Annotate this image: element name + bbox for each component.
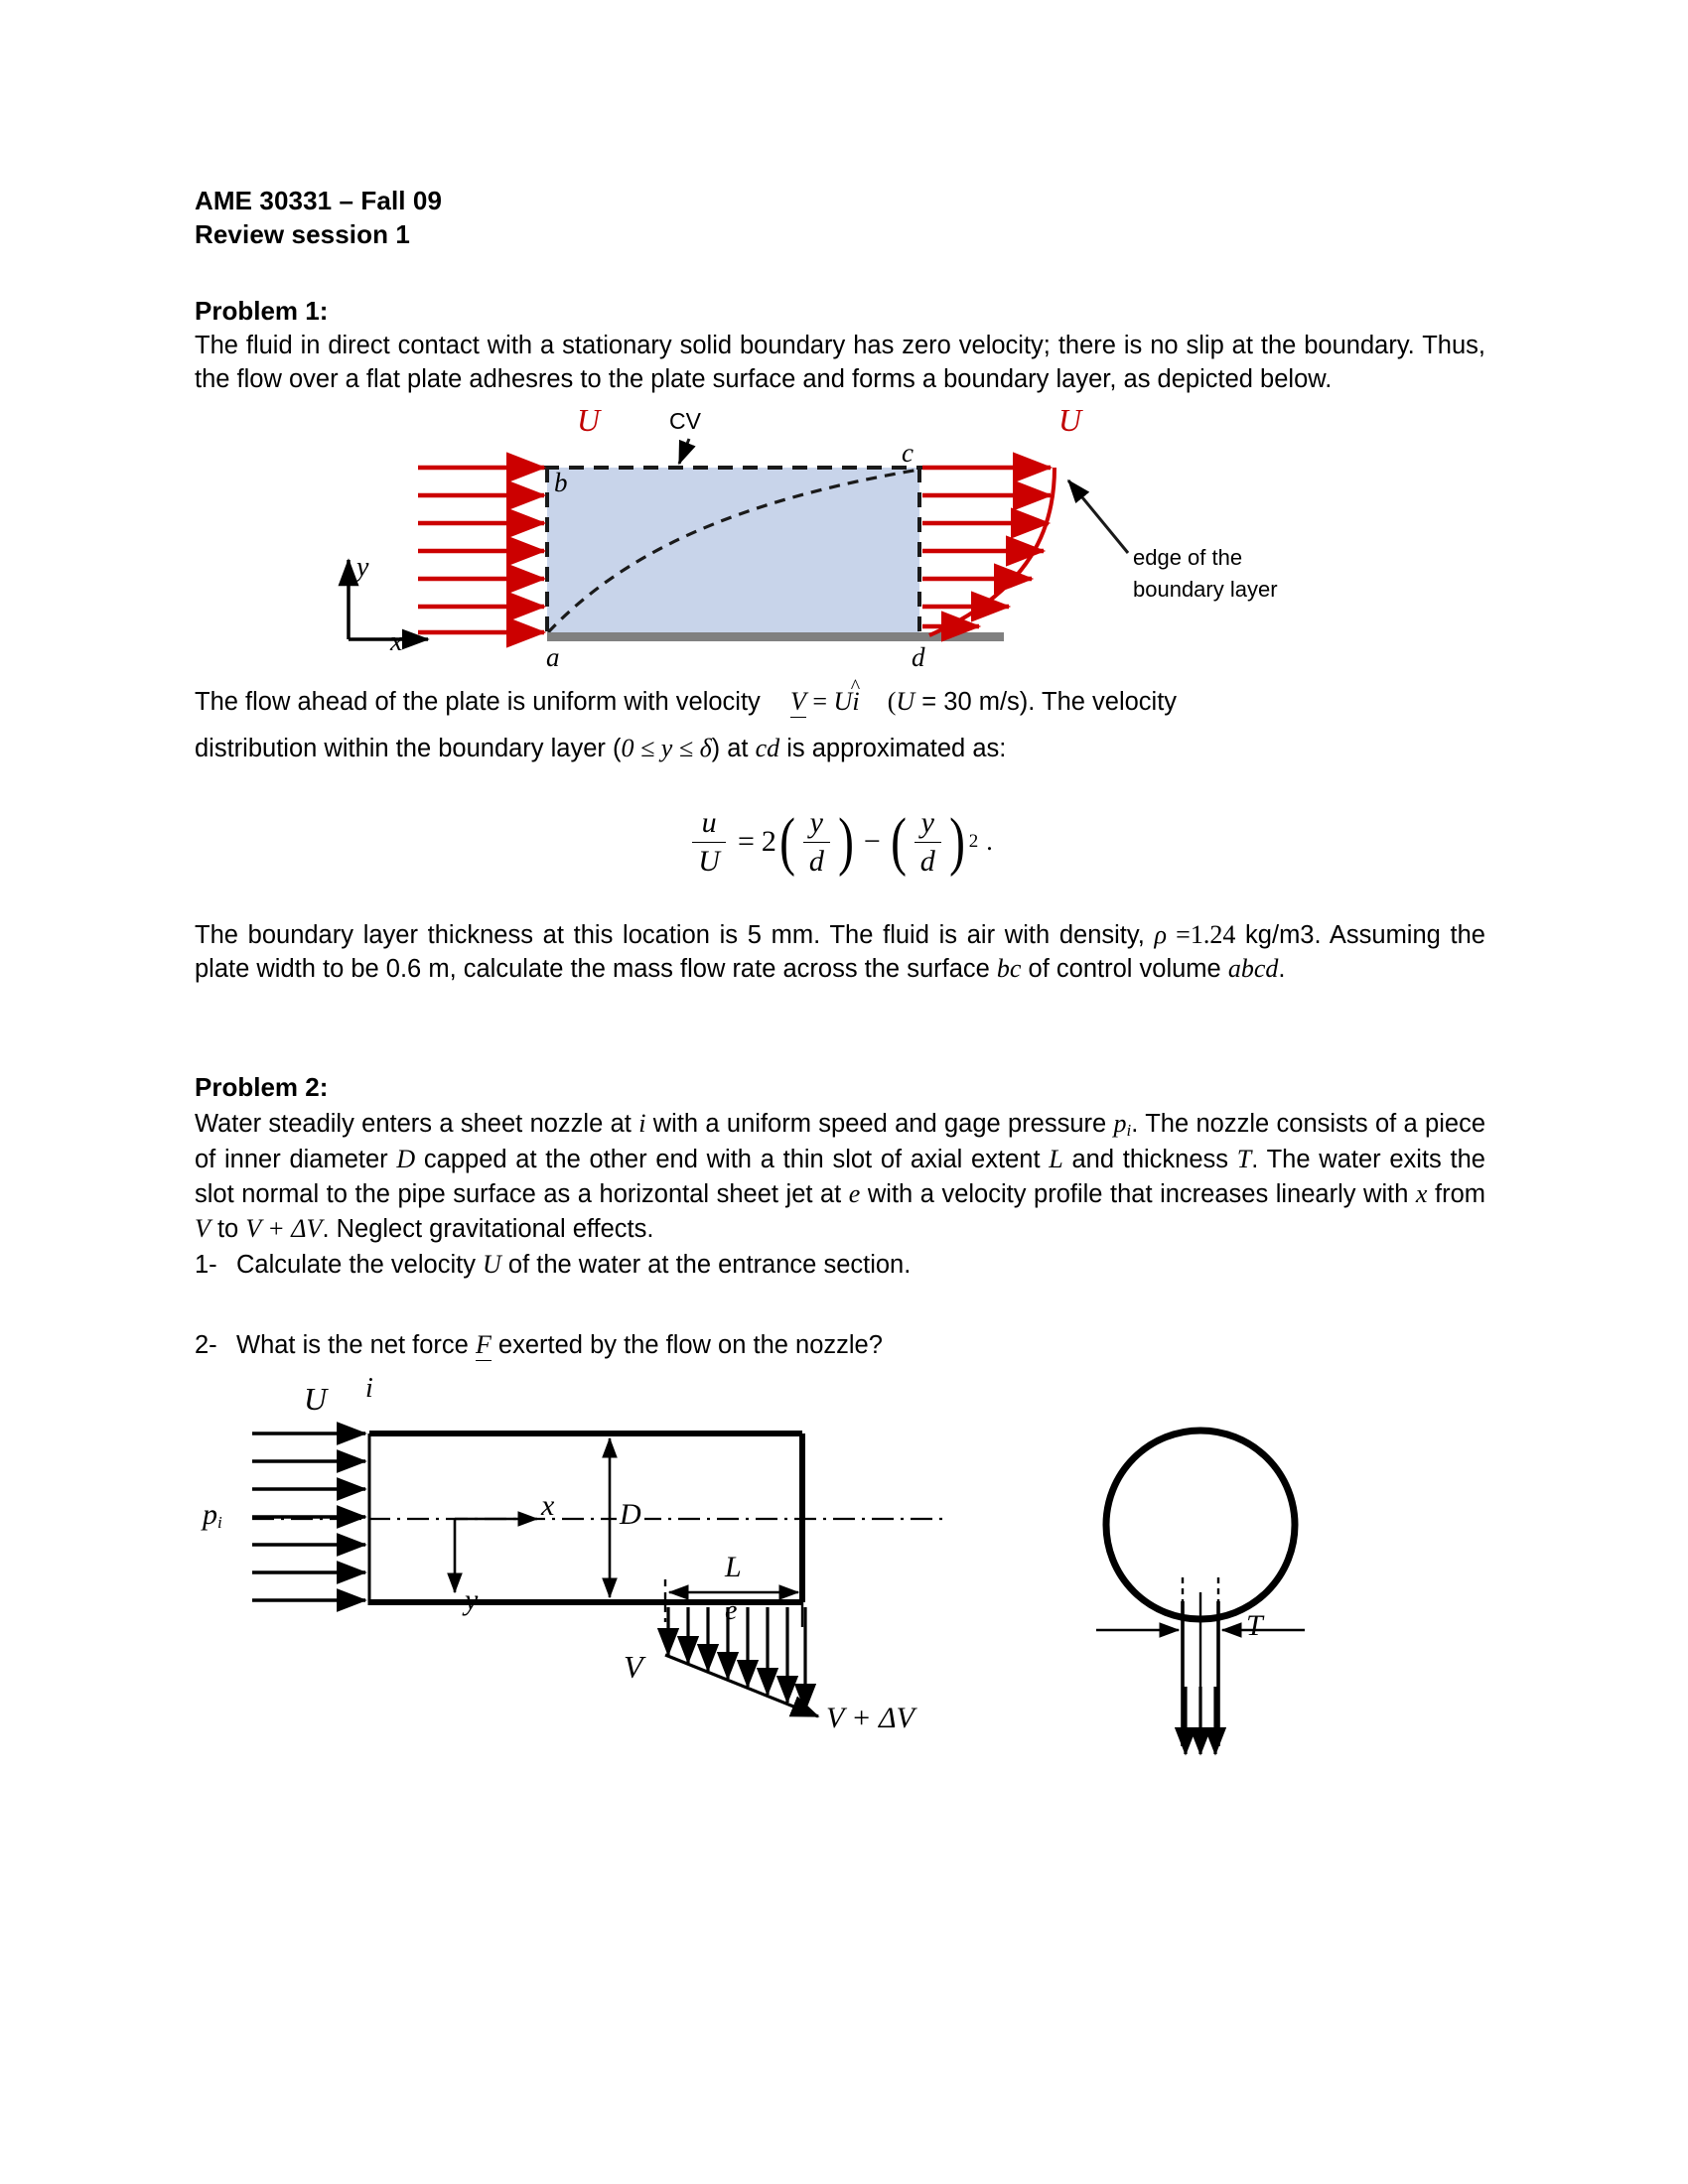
rho-value: =1.24 xyxy=(1167,919,1236,949)
cv-leader-arrow xyxy=(679,439,689,464)
paren-close-2: ) xyxy=(948,804,965,878)
control-volume-fill xyxy=(547,468,919,632)
item-2-body xyxy=(236,1328,883,1363)
boundary-layer-svg xyxy=(195,406,1485,669)
nozzle-label-V: V xyxy=(624,1649,643,1686)
sym-i-section: i xyxy=(638,1109,646,1139)
course-header xyxy=(195,185,1485,252)
eq-lhs-denominator: U xyxy=(692,842,726,879)
sym-bc: bc xyxy=(996,954,1022,984)
inflow-arrows xyxy=(418,468,544,632)
fraction-y-over-d-1 xyxy=(803,806,830,879)
sym-cd: cd xyxy=(755,733,780,762)
pi-subscript: i xyxy=(217,1513,222,1533)
eq-period: . xyxy=(986,827,993,857)
p2-text-a: Water steadily enters a sheet nozzle at xyxy=(195,1110,639,1139)
p2-text-i: to xyxy=(210,1214,246,1243)
document-content xyxy=(195,185,1485,1786)
label-U-right: U xyxy=(1058,401,1082,438)
sym-U-value: U xyxy=(896,686,915,716)
item-1-number: 1- xyxy=(195,1251,217,1280)
nozzle-label-i: i xyxy=(365,1373,373,1405)
label-edge-line1: edge of the xyxy=(1133,544,1243,570)
p2-text-b: with a uniform speed and gage pressure xyxy=(645,1110,1114,1139)
eq-t2-numerator: y xyxy=(920,805,934,839)
sym-D: D xyxy=(396,1144,416,1173)
problem-1-velocity-paragraph xyxy=(195,685,1485,720)
pipe-cross-section-circle xyxy=(1106,1431,1295,1619)
sym-p-subscript: i xyxy=(1126,1121,1132,1141)
problem-2-paragraph xyxy=(195,1107,1485,1246)
velocity-value: = 30 m/s). xyxy=(914,687,1042,716)
label-d: d xyxy=(912,641,925,672)
problem-1-title: Problem 1: xyxy=(195,295,329,326)
nozzle-label-pi xyxy=(203,1498,222,1533)
eq-t2-denominator: d xyxy=(914,842,941,879)
problem-1-intro: The fluid in direct contact with a stationary solid boundary has zero velocity; there is no slip at the boundary. Thus, the flow over a flat plate adhesres to the plate surface and forms a boundary layer, as depicted below. xyxy=(195,331,1485,393)
item-1-text-b: of the water at the entrance section. xyxy=(500,1251,912,1280)
p2-text-d: capped at the other end with a thin slot of axial extent xyxy=(415,1145,1050,1173)
paren-open-1: ( xyxy=(778,804,795,878)
item-2-number: 2- xyxy=(195,1331,217,1360)
p2-text-g: with a velocity profile that increases linearly with xyxy=(860,1179,1416,1208)
label-cv: CV xyxy=(669,407,701,434)
sym-p: p xyxy=(1113,1109,1127,1139)
p2-text-h: from xyxy=(1427,1179,1485,1208)
sym-T: T xyxy=(1236,1144,1252,1173)
dist-text-a: distribution within the boundary layer ( xyxy=(195,734,622,762)
fraction-y-over-d-2 xyxy=(914,806,941,879)
problem-2-item-1 xyxy=(195,1248,1485,1283)
problem-1-distribution-line xyxy=(195,732,1485,766)
eq-minus-sign: − xyxy=(863,825,881,859)
sym-V-vector: V xyxy=(789,686,806,716)
label-c: c xyxy=(902,437,914,468)
course-title: AME 30331 – Fall 09 xyxy=(195,186,443,215)
p2-text-f: . The water exits the slot normal to the pipe surface as a horizontal sheet jet at xyxy=(195,1145,1485,1208)
dist-text-c: is approximated as: xyxy=(779,734,1007,762)
boundary-layer-figure xyxy=(195,401,1485,672)
label-b: b xyxy=(554,467,568,497)
problem-2-title: Problem 2: xyxy=(195,1072,329,1103)
nozzle-label-V-plus-dV: V + ΔV xyxy=(826,1702,914,1735)
closing-text-c: of control volume xyxy=(1021,955,1228,984)
range-expression: 0 ≤ y ≤ δ xyxy=(621,733,712,762)
eq-equals-sign: = xyxy=(737,825,755,859)
item-2-text-b: exerted by the flow on the nozzle? xyxy=(491,1331,883,1360)
edge-leader-arrow xyxy=(1068,480,1128,553)
sym-V-velocity: V xyxy=(195,1213,211,1243)
sym-V-plus-dV: V + ΔV xyxy=(245,1213,323,1243)
p2-text-j: . Neglect gravitational effects. xyxy=(322,1214,654,1243)
problem-1-closing-paragraph xyxy=(195,918,1485,988)
nozzle-label-D: D xyxy=(617,1498,644,1532)
velocity-profile-equation xyxy=(195,806,1485,879)
paren-close-1: ) xyxy=(837,804,854,878)
session-title: Review session 1 xyxy=(195,218,410,249)
pi-base: p xyxy=(203,1498,217,1532)
label-x-axis: x xyxy=(390,625,403,657)
nozzle-label-T: T xyxy=(1246,1609,1263,1643)
nozzle-label-e: e xyxy=(725,1595,738,1627)
sym-rho: ρ xyxy=(1154,919,1168,949)
p1-text-b: The velocity xyxy=(1042,687,1178,716)
nozzle-label-y: y xyxy=(465,1583,479,1617)
sym-U-entrance: U xyxy=(483,1250,501,1280)
sym-e-exit: e xyxy=(848,1178,861,1208)
closing-text-d: . xyxy=(1278,955,1286,984)
eq-lhs-numerator: u xyxy=(701,805,717,839)
p2-text-e: and thickness xyxy=(1062,1145,1237,1173)
label-U-left: U xyxy=(577,401,601,438)
label-edge-line2: boundary layer xyxy=(1133,576,1278,602)
problem-2-item-2 xyxy=(195,1328,1485,1363)
sym-U: U xyxy=(833,686,853,716)
item-2-text-a: What is the net force xyxy=(236,1331,476,1360)
p1-text-a: The flow ahead of the plate is uniform with velocity xyxy=(195,687,761,716)
sym-x-direction: x xyxy=(1415,1178,1428,1208)
sym-abcd: abcd xyxy=(1227,954,1279,984)
p2-text-c: . The nozzle consists of a piece of inner diameter xyxy=(195,1110,1486,1173)
paren-open: ( xyxy=(887,686,897,716)
nozzle-label-U: U xyxy=(304,1381,328,1418)
inlet-arrows xyxy=(252,1433,365,1600)
nozzle-figure xyxy=(195,1373,1485,1786)
item-1-text-a: Calculate the velocity xyxy=(236,1251,484,1280)
closing-text-a: The boundary layer thickness at this location is 5 mm. The fluid is air with density, xyxy=(195,920,1155,949)
sym-i-hat: i ^ xyxy=(852,687,859,716)
dist-text-b: ) at xyxy=(711,734,756,762)
sym-F-vector: F xyxy=(475,1330,492,1360)
eq-coefficient: 2 xyxy=(761,825,776,859)
eq-t1-numerator: y xyxy=(809,805,823,839)
closing-text-b: kg/m3. Assuming the plate width to be 0.6 m, calculate the mass flow rate across the surface xyxy=(195,920,1485,984)
sym-equals: = xyxy=(805,686,834,716)
eq-t1-denominator: d xyxy=(803,842,830,879)
sym-L: L xyxy=(1049,1144,1063,1173)
cross-section-jet-arrows xyxy=(1186,1687,1215,1754)
fraction-u-over-U xyxy=(692,806,726,879)
nozzle-label-x: x xyxy=(541,1489,555,1523)
nozzle-label-L: L xyxy=(725,1551,742,1584)
label-y-axis: y xyxy=(356,551,369,583)
item-1-body xyxy=(236,1248,911,1283)
eq-exponent: 2 xyxy=(968,831,979,853)
jet-profile-envelope xyxy=(665,1655,818,1716)
paren-open-2: ( xyxy=(890,804,907,878)
label-a: a xyxy=(546,641,560,672)
